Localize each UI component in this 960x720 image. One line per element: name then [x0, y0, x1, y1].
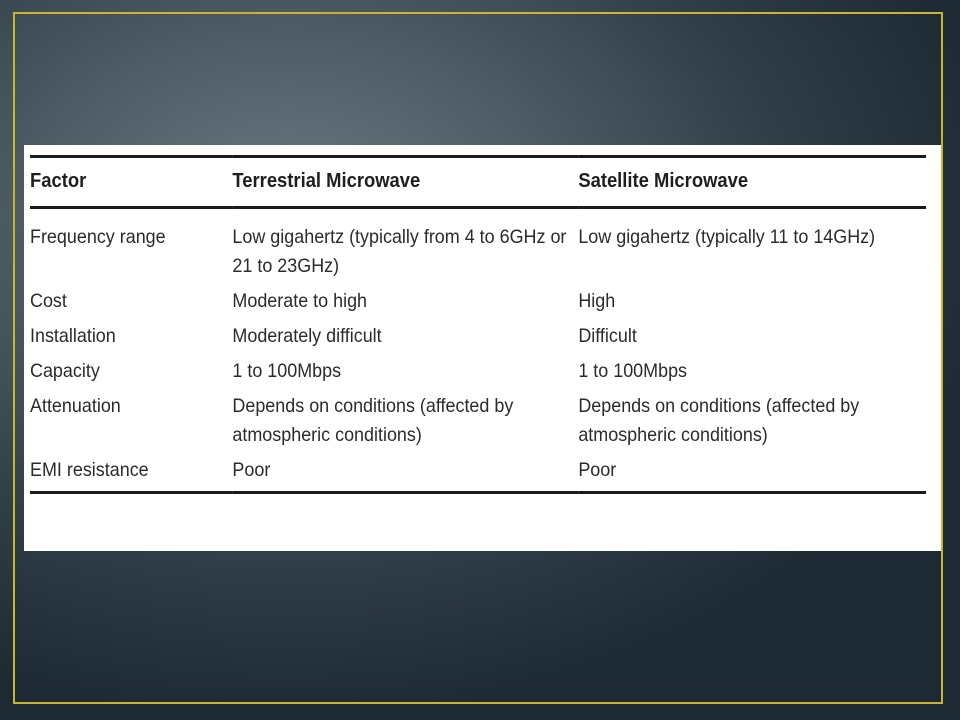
cell-terrestrial: Moderately difficult [232, 325, 382, 347]
cell-factor: Frequency range [30, 226, 166, 248]
cell-terrestrial: Low gigahertz (typically from 4 to 6GHz or 21 to 23GHz) [232, 226, 567, 277]
cell-terrestrial: Depends on conditions (affected by atmospheric conditions) [232, 395, 514, 446]
cell-satellite: High [578, 290, 616, 312]
cell-satellite: Difficult [578, 325, 637, 347]
comparison-table [30, 155, 926, 494]
cell-factor: Attenuation [30, 395, 121, 417]
table-row [30, 287, 926, 322]
cell-satellite: 1 to 100Mbps [578, 360, 688, 382]
cell-terrestrial: Moderate to high [232, 290, 368, 312]
table-row [30, 456, 926, 493]
cell-factor: Cost [30, 290, 67, 312]
cell-factor: Capacity [30, 360, 100, 382]
table-row [30, 208, 926, 288]
cell-satellite: Poor [578, 459, 617, 481]
header-satellite-microwave: Satellite Microwave [578, 170, 749, 192]
table-image-panel [24, 145, 941, 551]
cell-terrestrial: Poor [232, 459, 271, 481]
cell-terrestrial: 1 to 100Mbps [232, 360, 342, 382]
header-factor: Factor [30, 170, 87, 192]
table-row [30, 322, 926, 357]
cell-factor: EMI resistance [30, 459, 149, 481]
table-header-row [30, 157, 926, 208]
cell-satellite: Depends on conditions (affected by atmospheric conditions) [578, 395, 860, 446]
cell-factor: Installation [30, 325, 116, 347]
header-terrestrial-microwave: Terrestrial Microwave [232, 170, 421, 192]
table-row [30, 392, 926, 456]
table-row [30, 357, 926, 392]
cell-satellite: Low gigahertz (typically 11 to 14GHz) [578, 226, 876, 248]
